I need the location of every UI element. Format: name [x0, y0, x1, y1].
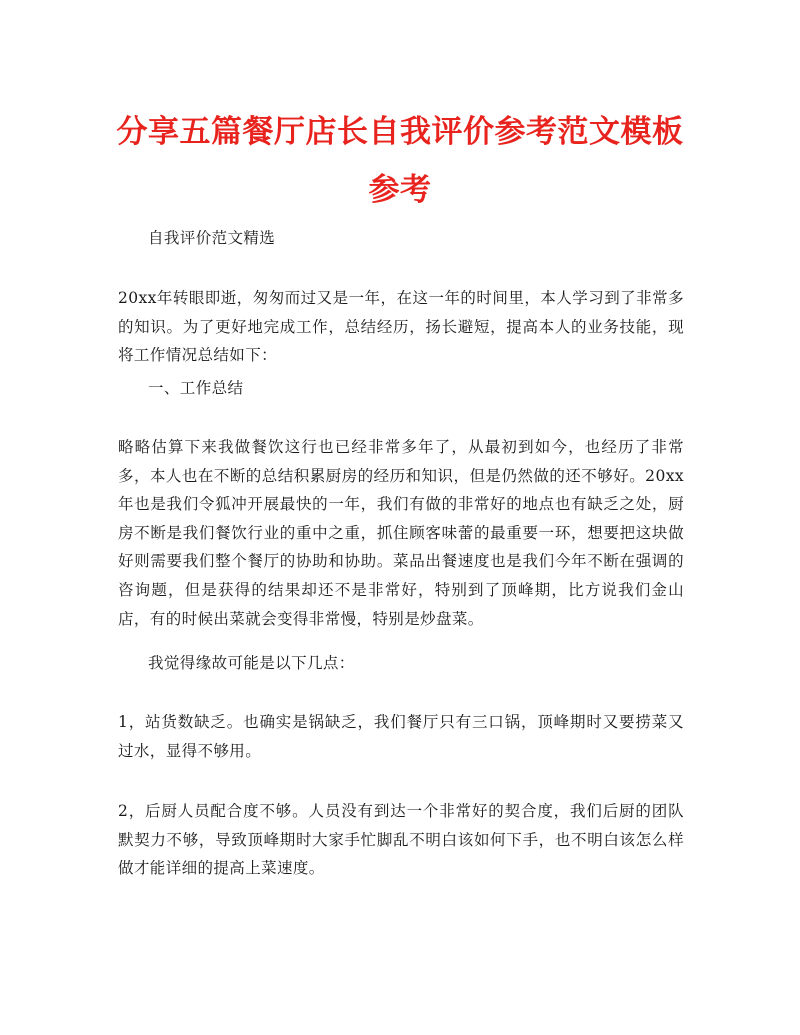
reason-item-2: 2，后厨人员配合度不够。人员没有到达一个非常好的契合度，我们后厨的团队默契力不够，导致顶峰期时大家手忙脚乱不明白该如何下手，也不明白该怎么样做才能详细的提高上菜速度。 — [118, 802, 684, 878]
reasons-intro: 我觉得缘故可能是以下几点： — [148, 654, 355, 672]
document-title-line-1: 分享五篇餐厅店长自我评价参考范文模板 — [116, 114, 684, 150]
body-paragraph: 略略估算下来我做餐饮这行也已经非常多年了，从最初到如今，也经历了非常多，本人也在不断的总结积累厨房的经历和知识，但是仍然做的还不够好。20xx年也是我们令狐冲开展最快的一年，我们有做的非常好的地点也有缺乏之处，厨房不断是我们餐饮行业的重中之重，抓住顾客味蕾的最重要一环，想要把这块做好则需要我们整个餐厅的协助和协助。菜品出餐速度也是我们今年不断在强调的咨询题，但是获得的结果却还不是非常好，特别到了顶峰期，比方说我们金山店，有的时候出菜就会变得非常慢，特别是炒盘菜。 — [118, 438, 684, 628]
section-label: 自我评价范文精选 — [148, 229, 276, 247]
intro-paragraph: 20xx年转眼即逝，匆匆而过又是一年，在这一年的时间里，本人学习到了非常多的知识。为了更好地完成工作，总结经历，扬长避短，提高本人的业务技能，现将工作情况总结如下： — [118, 289, 684, 365]
document-title-line-2: 参考 — [368, 172, 432, 208]
section-heading: 一、工作总结 — [148, 379, 244, 397]
reason-item-1: 1，站货数缺乏。也确实是锅缺乏，我们餐厅只有三口锅，顶峰期时又要捞菜又过水，显得不够用。 — [118, 713, 684, 760]
